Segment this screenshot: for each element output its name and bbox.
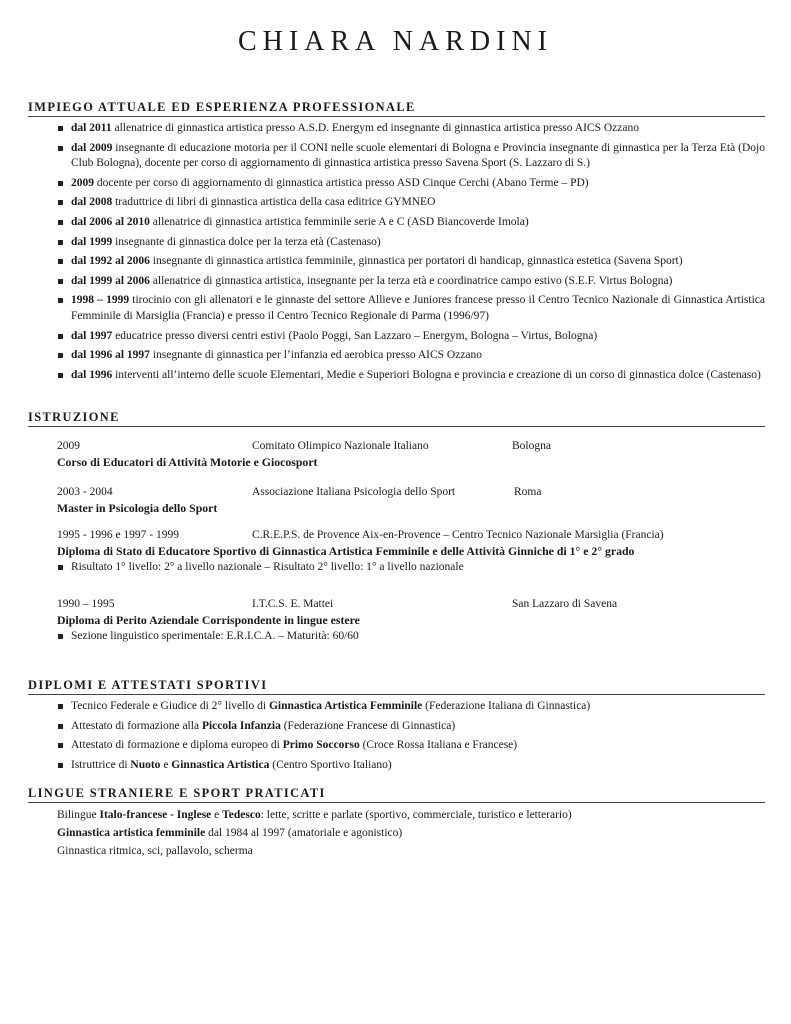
candidate-name: CHIARA NARDINI: [238, 26, 553, 57]
bullet-square-icon: [58, 279, 63, 284]
education-block: [28, 439, 765, 645]
list-item: dal 1996 al 1997 insegnante di ginnastica per l’infanzia ed aerobica presso AICS Ozzano: [28, 348, 765, 364]
list-item: 1998 – 1999 tirocinio con gli allenatori e le ginnaste del settore Allieve e Juniores francese presso il Centro Tecnico Nazionale di Ginnastica Artistica Femminile di Marsiglia (Francia) e presso il Centro Tecnico Regionale di Parma (1996/97): [28, 293, 765, 324]
bullet-square-icon: [58, 704, 63, 709]
languages-section: [28, 786, 765, 860]
education-entry: [57, 485, 765, 517]
list-item: dal 1999 al 2006 allenatrice di ginnastica artistica, insegnante per la terza età e coordinatrice campo estivo (S.E.F. Virtus Bologna): [28, 274, 765, 290]
education-place: Roma: [514, 485, 542, 498]
diplomas-list: [28, 697, 765, 775]
list-item: dal 2008 traduttrice di libri di ginnastica artistica della casa editrice GYMNEO: [28, 195, 765, 211]
list-item: Tecnico Federale e Giudice di 2° livello di Ginnastica Artistica Femminile (Federazione Italiana di Ginnastica): [28, 697, 765, 717]
list-item: Attestato di formazione e diploma europeo di Primo Soccorso (Croce Rossa Italiana e Francese): [28, 736, 765, 756]
education-institution: I.T.C.S. E. Mattei: [252, 598, 334, 611]
bullet-square-icon: [58, 240, 63, 245]
education-years: 2009: [57, 440, 80, 452]
education-section: [28, 410, 765, 645]
experience-title: IMPIEGO ATTUALE ED ESPERIENZA PROFESSIONALE: [28, 100, 765, 117]
bullet-square-icon: [58, 634, 63, 639]
list-item: Sezione linguistico sperimentale: E.R.I.C.A. – Maturità: 60/60: [57, 629, 765, 645]
list-item: dal 2009 insegnante di educazione motoria per il CONI nelle scuole elementari di Bologna e Provincia insegnante di ginnastica per la Terza Età (Dojo Club Bologna), docente per corso di aggiornamento di ginnastica artistica presso Savena Sport (S. Lazzaro di S.): [28, 141, 765, 172]
education-degree: Corso di Educatori di Attività Motorie e Giocosport: [57, 455, 318, 469]
education-institution: Associazione Italiana Psicologia dello Sport: [252, 485, 456, 498]
education-entry: [57, 439, 765, 471]
bullet-square-icon: [58, 298, 63, 303]
list-item: dal 2006 al 2010 allenatrice di ginnastica artistica femminile serie A e C (ASD Biancoverde Imola): [28, 215, 765, 231]
experience-section: [28, 100, 765, 383]
list-item: 2009 docente per corso di aggiornamento di ginnastica artistica presso ASD Cinque Cerchi (Abano Terme – PD): [28, 176, 765, 192]
languages-block: [28, 806, 765, 860]
education-notes: [57, 629, 765, 645]
education-title: ISTRUZIONE: [28, 410, 765, 427]
list-item: dal 1992 al 2006 insegnante di ginnastica artistica femminile, ginnastica per portatori di handicap, ginnastica estetica (Savena Sport): [28, 254, 765, 270]
bullet-square-icon: [58, 200, 63, 205]
list-item: dal 1999 insegnante di ginnastica dolce per la terza età (Castenaso): [28, 235, 765, 251]
bullet-square-icon: [58, 181, 63, 186]
education-years: 1990 – 1995: [57, 598, 115, 611]
diplomas-section: [28, 678, 765, 775]
list-item: dal 1996 interventi all’interno delle scuole Elementari, Medie e Superiori Bologna e provincia e creazione di un corso di ginnastica dolce (Castenaso): [28, 368, 765, 384]
education-entry: [57, 597, 765, 644]
education-entry: [57, 528, 765, 575]
languages-line: Bilingue Italo-francese - Inglese e Tedesco: lette, scritte e parlate (sportivo, commerciale, turistico e letterario): [57, 809, 572, 821]
bullet-square-icon: [58, 743, 63, 748]
education-notes: [57, 560, 765, 576]
education-years: 2003 - 2004: [57, 485, 113, 498]
bullet-square-icon: [58, 373, 63, 378]
diplomas-title: DIPLOMI E ATTESTATI SPORTIVI: [28, 678, 765, 695]
list-item: dal 2011 allenatrice di ginnastica artistica presso A.S.D. Energym ed insegnante di ginnastica artistica presso AICS Ozzano: [28, 121, 765, 137]
bullet-square-icon: [58, 334, 63, 339]
list-item: Istruttrice di Nuoto e Ginnastica Artistica (Centro Sportivo Italiano): [28, 756, 765, 776]
education-institution: C.R.E.P.S. de Provence Aix-en-Provence – Centro Tecnico Nazionale Marsiglia (Francia): [252, 529, 664, 542]
languages-title: LINGUE STRANIERE E SPORT PRATICATI: [28, 786, 765, 803]
bullet-square-icon: [58, 259, 63, 264]
bullet-square-icon: [58, 763, 63, 768]
list-item: dal 1997 educatrice presso diversi centri estivi (Paolo Poggi, San Lazzaro – Energym, Bologna – Virtus, Bologna): [28, 329, 765, 345]
education-place: San Lazzaro di Savena: [512, 598, 618, 611]
list-item: Attestato di formazione alla Piccola Infanzia (Federazione Francese di Ginnastica): [28, 717, 765, 737]
bullet-square-icon: [58, 220, 63, 225]
education-degree: Diploma di Stato di Educatore Sportivo di Ginnastica Artistica Femminile e delle Attività Ginniche di 1° e 2° grado: [57, 544, 635, 559]
bullet-square-icon: [58, 353, 63, 358]
education-degree: Master in Psicologia dello Sport: [57, 500, 218, 515]
bullet-square-icon: [58, 724, 63, 729]
education-degree: Diploma di Perito Aziendale Corrispondente in lingue estere: [57, 613, 360, 628]
sports-line: Ginnastica artistica femminile dal 1984 al 1997 (amatoriale e agonistico): [57, 827, 403, 839]
education-institution: Comitato Olimpico Nazionale Italiano: [252, 440, 429, 452]
experience-list: [28, 121, 765, 383]
bullet-square-icon: [58, 126, 63, 131]
list-item: Risultato 1° livello: 2° a livello nazionale – Risultato 2° livello: 1° a livello nazionale: [57, 560, 765, 576]
sports-line: Ginnastica ritmica, sci, pallavolo, scherma: [57, 845, 253, 857]
education-years: 1995 - 1996 e 1997 - 1999: [57, 529, 180, 542]
bullet-square-icon: [58, 146, 63, 151]
bullet-square-icon: [58, 565, 63, 570]
education-place: Bologna: [512, 440, 551, 452]
